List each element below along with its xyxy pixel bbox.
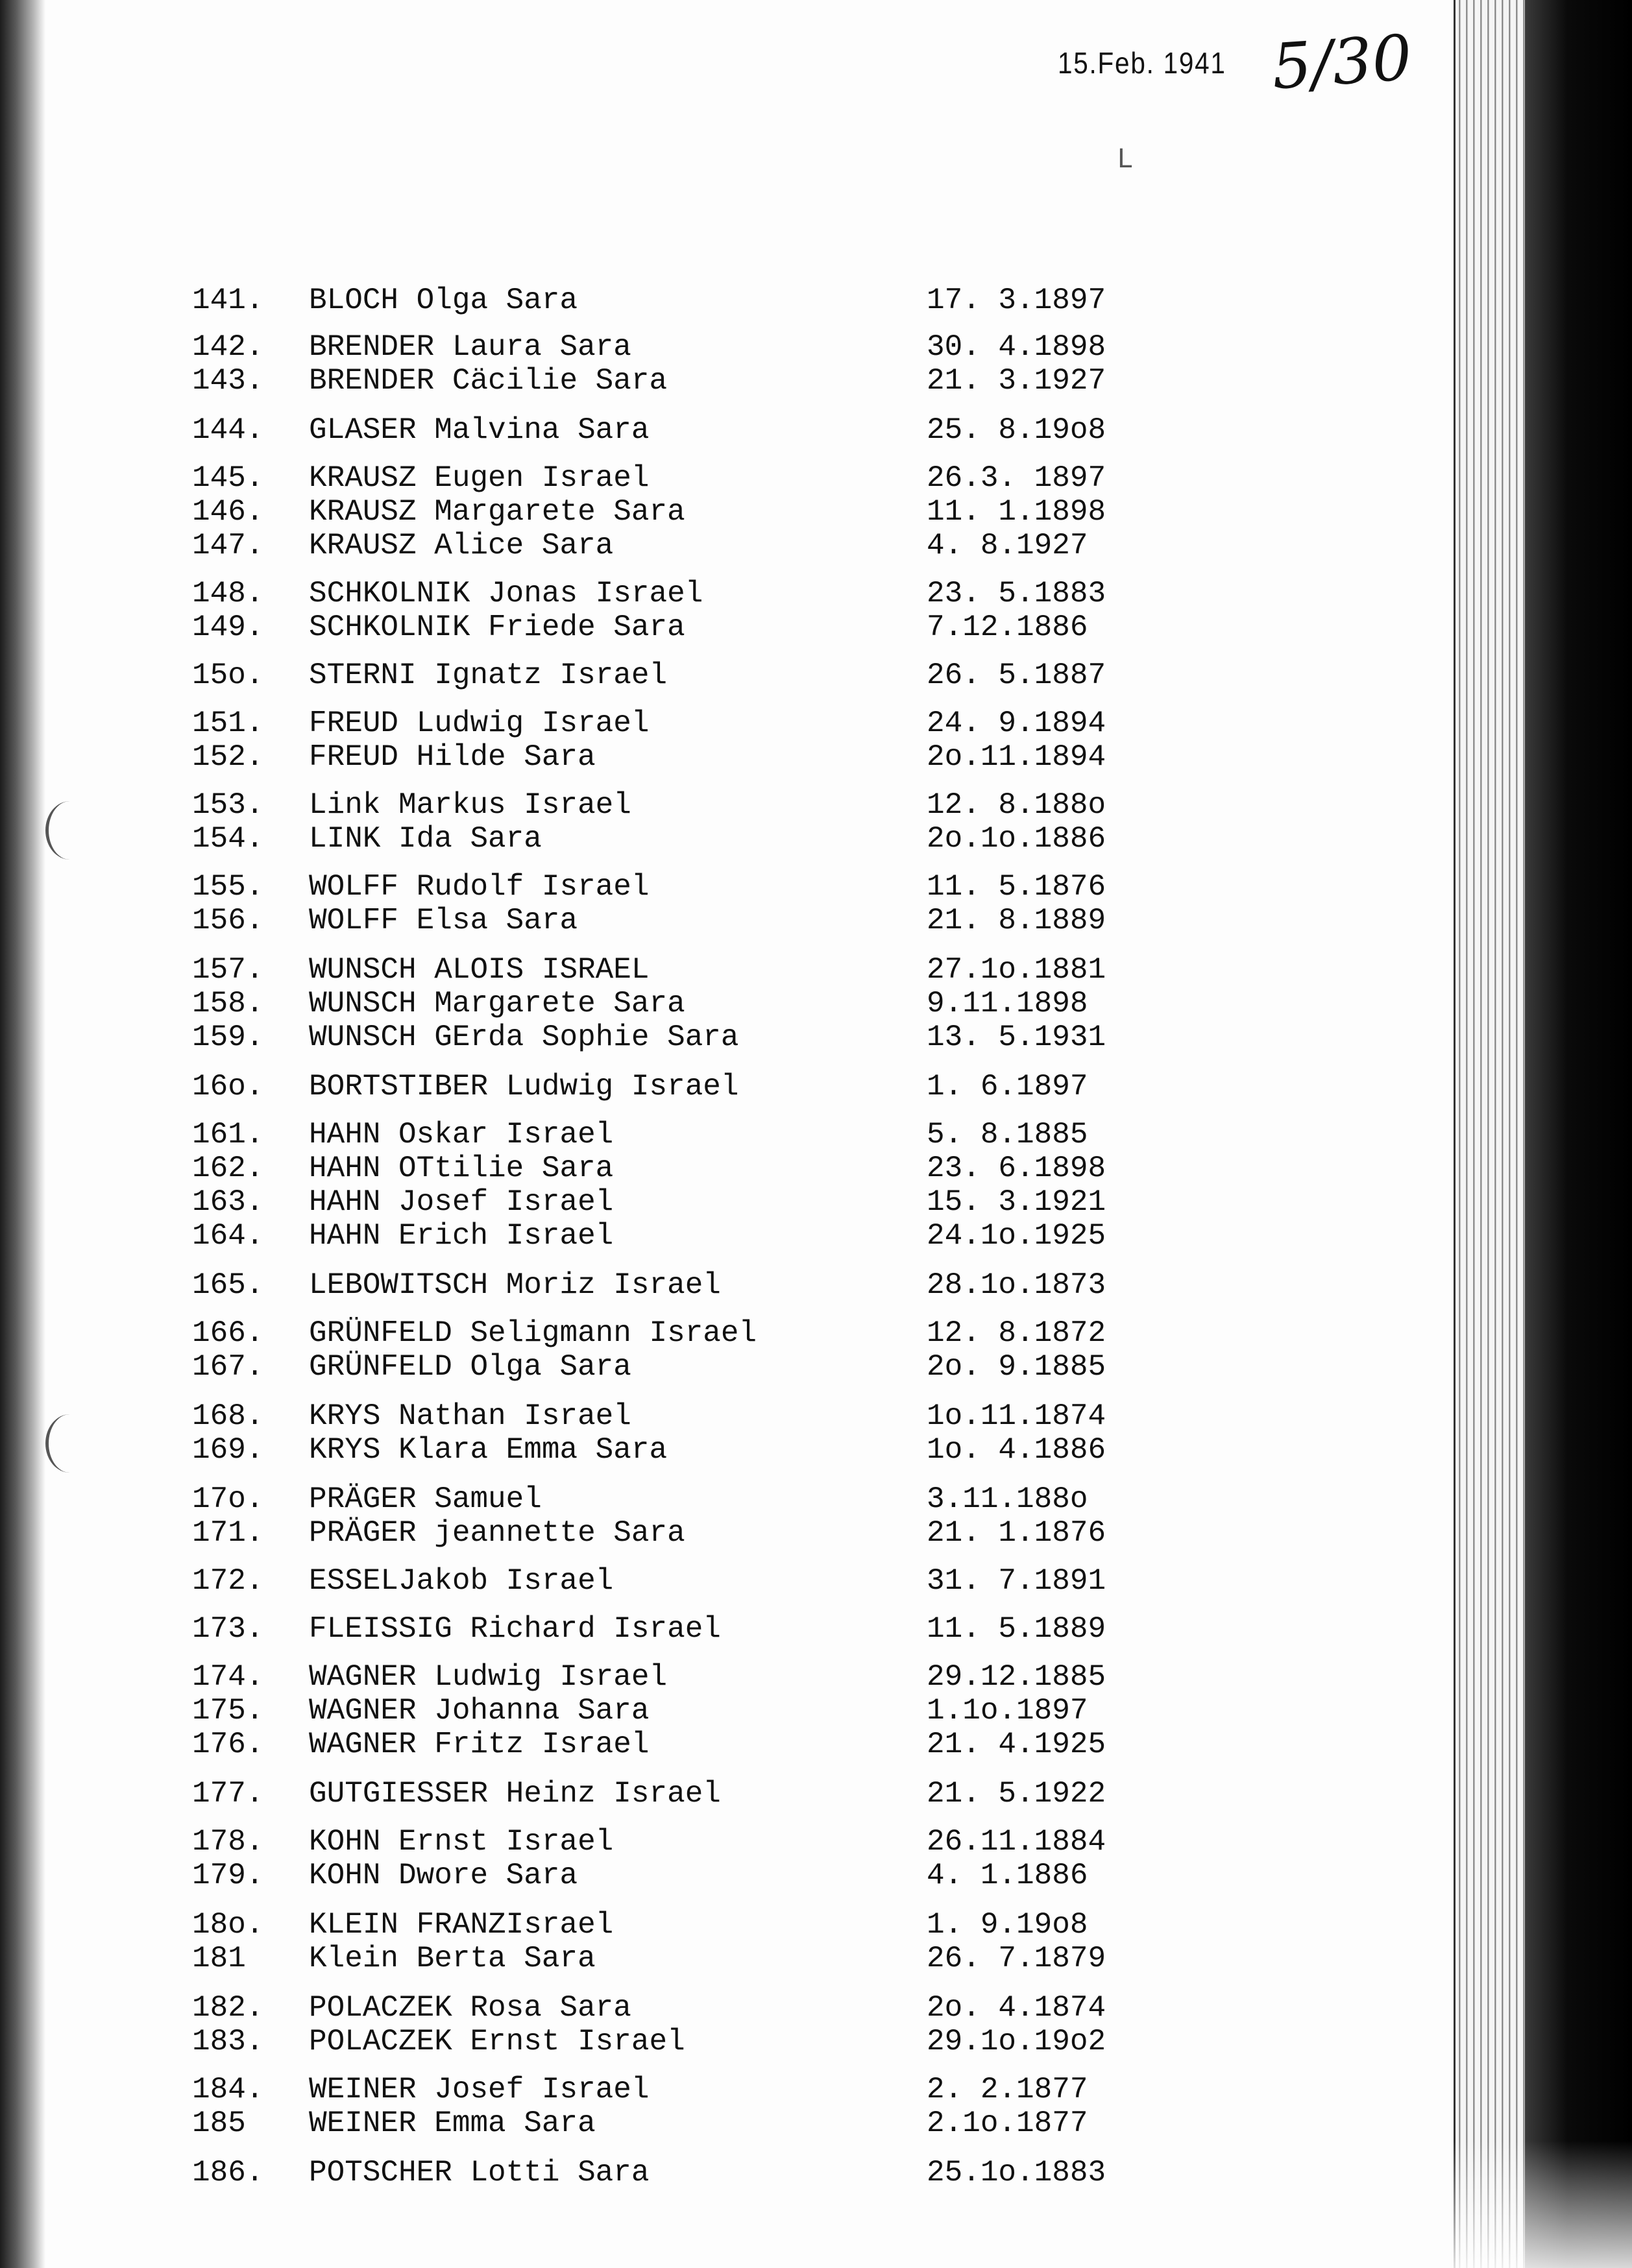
list-item	[0, 1399, 1298, 1434]
entry-date: 1. 6.1897	[927, 1070, 1088, 1104]
list-item	[0, 1316, 1298, 1351]
entry-num: 168.	[192, 1399, 264, 1433]
book-page-edges	[1454, 0, 1527, 2268]
entry-name: WEINER Josef Israel	[309, 2073, 650, 2106]
entry-date: 12. 8.188o	[927, 788, 1106, 822]
entry-name: BRENDER Cäcilie Sara	[309, 364, 668, 398]
entry-date: 2o.1o.1886	[927, 822, 1106, 856]
entry-name: WAGNER Johanna Sara	[309, 1694, 650, 1728]
list-item	[0, 461, 1298, 496]
list-item	[0, 1069, 1298, 1104]
entry-name: Klein Berta Sara	[309, 1942, 596, 1975]
entry-name: WEINER Emma Sara	[309, 2106, 596, 2140]
entry-name: FREUD Hilde Sara	[309, 740, 596, 774]
list-item	[0, 952, 1298, 987]
entry-name: KRAUSZ Eugen Israel	[309, 461, 650, 495]
entry-name: KRYS Nathan Israel	[309, 1399, 631, 1433]
list-item	[0, 2024, 1298, 2059]
entry-num: 18o.	[192, 1908, 264, 1942]
list-item	[0, 1268, 1298, 1303]
list-item	[0, 1515, 1298, 1550]
entry-num: 153.	[192, 788, 264, 822]
entry-date: 9.11.1898	[927, 987, 1088, 1020]
entry-name: POLACZEK Ernst Israel	[309, 2025, 685, 2058]
entry-num: 157.	[192, 953, 264, 987]
entry-num: 179.	[192, 1859, 264, 1892]
entry-name: WUNSCH ALOIS ISRAEL	[309, 953, 650, 987]
entry-date: 5. 8.1885	[927, 1118, 1088, 1152]
entry-date: 29.12.1885	[927, 1660, 1106, 1694]
entry-num: 172.	[192, 1564, 264, 1598]
entry-num: 174.	[192, 1660, 264, 1694]
entry-date: 23. 5.1883	[927, 577, 1106, 610]
entry-name: Link Markus Israel	[309, 788, 631, 822]
entry-name: PRÄGER Samuel	[309, 1482, 542, 1516]
entry-name: HAHN Oskar Israel	[309, 1118, 614, 1152]
list-item	[0, 658, 1298, 693]
entry-date: 31. 7.1891	[927, 1564, 1106, 1598]
entry-num: 171.	[192, 1516, 264, 1550]
entry-date: 25.1o.1883	[927, 2156, 1106, 2190]
list-item	[0, 1990, 1298, 2025]
entry-num: 152.	[192, 740, 264, 774]
entry-name: SCHKOLNIK Jonas Israel	[309, 577, 703, 610]
entry-name: BORTSTIBER Ludwig Israel	[309, 1070, 739, 1104]
entry-date: 28.1o.1873	[927, 1268, 1106, 1302]
entry-date: 23. 6.1898	[927, 1152, 1106, 1185]
entry-name: FLEISSIG Richard Israel	[309, 1612, 721, 1646]
entry-name: GLASER Malvina Sara	[309, 413, 650, 447]
entry-date: 29.1o.19o2	[927, 2025, 1106, 2058]
entry-num: 161.	[192, 1118, 264, 1152]
list-item	[0, 1824, 1298, 1859]
entry-date: 1o. 4.1886	[927, 1433, 1106, 1467]
entry-num: 145.	[192, 461, 264, 495]
entry-name: GRÜNFELD Olga Sara	[309, 1350, 631, 1384]
list-item	[0, 2155, 1298, 2190]
entry-num: 184.	[192, 2073, 264, 2106]
entry-num: 146.	[192, 495, 264, 529]
entry-name: KRAUSZ Margarete Sara	[309, 495, 685, 529]
entry-date: 7.12.1886	[927, 610, 1088, 644]
entry-num: 182.	[192, 1991, 264, 2025]
list-item	[0, 413, 1298, 448]
entry-date: 21. 4.1925	[927, 1728, 1106, 1761]
entry-name: WOLFF Rudolf Israel	[309, 870, 650, 904]
corner-mark: L	[1117, 144, 1132, 174]
entry-name: BLOCH Olga Sara	[309, 284, 578, 317]
entry-num: 17o.	[192, 1482, 264, 1516]
entry-num: 158.	[192, 987, 264, 1020]
entry-num: 144.	[192, 413, 264, 447]
entry-name: KRYS Klara Emma Sara	[309, 1433, 668, 1467]
entry-date: 25. 8.19o8	[927, 413, 1106, 447]
list-item	[0, 363, 1298, 398]
list-item	[0, 1563, 1298, 1598]
entry-date: 17. 3.1897	[927, 284, 1106, 317]
list-item	[0, 1611, 1298, 1647]
entry-name: BRENDER Laura Sara	[309, 330, 631, 364]
entry-num: 156.	[192, 904, 264, 937]
entry-date: 24. 9.1894	[927, 706, 1106, 740]
entry-name: HAHN Erich Israel	[309, 1219, 614, 1253]
entry-num: 165.	[192, 1268, 264, 1302]
list-item	[0, 1432, 1298, 1467]
list-item	[0, 1020, 1298, 1055]
entry-date: 1o.11.1874	[927, 1399, 1106, 1433]
entry-date: 26.11.1884	[927, 1825, 1106, 1859]
entry-name: GUTGIESSER Heinz Israel	[309, 1777, 721, 1811]
entry-date: 2.1o.1877	[927, 2106, 1088, 2140]
list-item	[0, 1776, 1298, 1811]
list-item	[0, 494, 1298, 529]
list-item	[0, 330, 1298, 365]
list-item	[0, 528, 1298, 563]
entry-num: 181	[192, 1942, 246, 1975]
date-stamp: 15.Feb. 1941	[1058, 46, 1226, 80]
list-item	[0, 1349, 1298, 1384]
entry-num: 16o.	[192, 1070, 264, 1104]
entry-num: 155.	[192, 870, 264, 904]
entry-num: 169.	[192, 1433, 264, 1467]
list-item	[0, 788, 1298, 823]
entry-num: 185	[192, 2106, 246, 2140]
list-item	[0, 1941, 1298, 1976]
entry-num: 15o.	[192, 658, 264, 692]
entry-date: 2o. 4.1874	[927, 1991, 1106, 2025]
list-item	[0, 740, 1298, 775]
entry-num: 151.	[192, 706, 264, 740]
entry-date: 2o. 9.1885	[927, 1350, 1106, 1384]
entry-num: 164.	[192, 1219, 264, 1253]
entry-name: STERNI Ignatz Israel	[309, 658, 668, 692]
list-item	[0, 706, 1298, 741]
entry-date: 11. 5.1889	[927, 1612, 1106, 1646]
entry-date: 2o.11.1894	[927, 740, 1106, 774]
entry-num: 162.	[192, 1152, 264, 1185]
entry-num: 154.	[192, 822, 264, 856]
entry-num: 178.	[192, 1825, 264, 1859]
entry-name: KLEIN FRANZIsrael	[309, 1908, 614, 1942]
entry-name: LEBOWITSCH Moriz Israel	[309, 1268, 721, 1302]
list-item	[0, 610, 1298, 645]
entry-name: KOHN Ernst Israel	[309, 1825, 614, 1859]
list-item	[0, 576, 1298, 611]
list-item	[0, 1185, 1298, 1220]
list-item	[0, 1693, 1298, 1728]
entry-name: PRÄGER jeannette Sara	[309, 1516, 685, 1550]
entry-name: KRAUSZ Alice Sara	[309, 529, 614, 562]
entry-date: 15. 3.1921	[927, 1185, 1106, 1219]
entry-num: 143.	[192, 364, 264, 398]
entry-date: 3.11.188o	[927, 1482, 1088, 1516]
entry-date: 21. 5.1922	[927, 1777, 1106, 1811]
entry-num: 175.	[192, 1694, 264, 1728]
list-item	[0, 2072, 1298, 2107]
entry-num: 183.	[192, 2025, 264, 2058]
entry-num: 147.	[192, 529, 264, 562]
entry-name: WUNSCH Margarete Sara	[309, 987, 685, 1020]
entry-num: 148.	[192, 577, 264, 610]
entry-date: 4. 1.1886	[927, 1859, 1088, 1892]
entry-name: POLACZEK Rosa Sara	[309, 1991, 631, 2025]
list-item	[0, 986, 1298, 1021]
entry-date: 26. 5.1887	[927, 658, 1106, 692]
entry-date: 24.1o.1925	[927, 1219, 1106, 1253]
entry-num: 149.	[192, 610, 264, 644]
entry-num: 159.	[192, 1020, 264, 1054]
entry-date: 26.3. 1897	[927, 461, 1106, 495]
list-item	[0, 1659, 1298, 1695]
entry-name: POTSCHER Lotti Sara	[309, 2156, 650, 2190]
entry-num: 166.	[192, 1316, 264, 1350]
entry-date: 11. 1.1898	[927, 495, 1106, 529]
entry-num: 176.	[192, 1728, 264, 1761]
entry-name: HAHN Josef Israel	[309, 1185, 614, 1219]
list-item	[0, 903, 1298, 938]
entry-name: WUNSCH GErda Sophie Sara	[309, 1020, 739, 1054]
entry-date: 21. 1.1876	[927, 1516, 1106, 1550]
entry-date: 30. 4.1898	[927, 330, 1106, 364]
entry-name: WAGNER Ludwig Israel	[309, 1660, 668, 1694]
entry-name: GRÜNFELD Seligmann Israel	[309, 1316, 757, 1350]
list-item	[0, 1727, 1298, 1762]
entry-num: 142.	[192, 330, 264, 364]
entry-name: KOHN Dwore Sara	[309, 1859, 578, 1892]
entry-name: FREUD Ludwig Israel	[309, 706, 650, 740]
list-item	[0, 1218, 1298, 1253]
entry-name: WOLFF Elsa Sara	[309, 904, 578, 937]
list-item	[0, 2106, 1298, 2141]
list-item	[0, 1151, 1298, 1186]
entry-date: 4. 8.1927	[927, 529, 1088, 562]
book-cover-edge	[1525, 0, 1632, 2268]
list-item	[0, 1117, 1298, 1152]
list-item	[0, 1907, 1298, 1942]
entry-num: 167.	[192, 1350, 264, 1384]
entry-date: 2. 2.1877	[927, 2073, 1088, 2106]
entry-date: 26. 7.1879	[927, 1942, 1106, 1975]
list-item	[0, 283, 1298, 318]
list-item	[0, 821, 1298, 856]
entry-name: HAHN OTtilie Sara	[309, 1152, 614, 1185]
entry-date: 13. 5.1931	[927, 1020, 1106, 1054]
list-item	[0, 1858, 1298, 1893]
entry-name: LINK Ida Sara	[309, 822, 542, 856]
entry-date: 21. 8.1889	[927, 904, 1106, 937]
folio-number: 5/30	[1269, 21, 1415, 104]
entry-num: 173.	[192, 1612, 264, 1646]
entry-num: 177.	[192, 1777, 264, 1811]
list-item	[0, 869, 1298, 904]
entry-date: 21. 3.1927	[927, 364, 1106, 398]
entry-date: 27.1o.1881	[927, 953, 1106, 987]
entry-date: 1.1o.1897	[927, 1694, 1088, 1728]
entry-date: 11. 5.1876	[927, 870, 1106, 904]
entry-num: 163.	[192, 1185, 264, 1219]
list-item	[0, 1482, 1298, 1517]
entry-date: 12. 8.1872	[927, 1316, 1106, 1350]
entry-date: 1. 9.19o8	[927, 1908, 1088, 1942]
entry-num: 186.	[192, 2156, 264, 2190]
book-edge-fade	[1454, 2141, 1632, 2268]
entry-name: ESSELJakob Israel	[309, 1564, 614, 1598]
entry-num: 141.	[192, 284, 264, 317]
entry-name: WAGNER Fritz Israel	[309, 1728, 650, 1761]
entry-name: SCHKOLNIK Friede Sara	[309, 610, 685, 644]
